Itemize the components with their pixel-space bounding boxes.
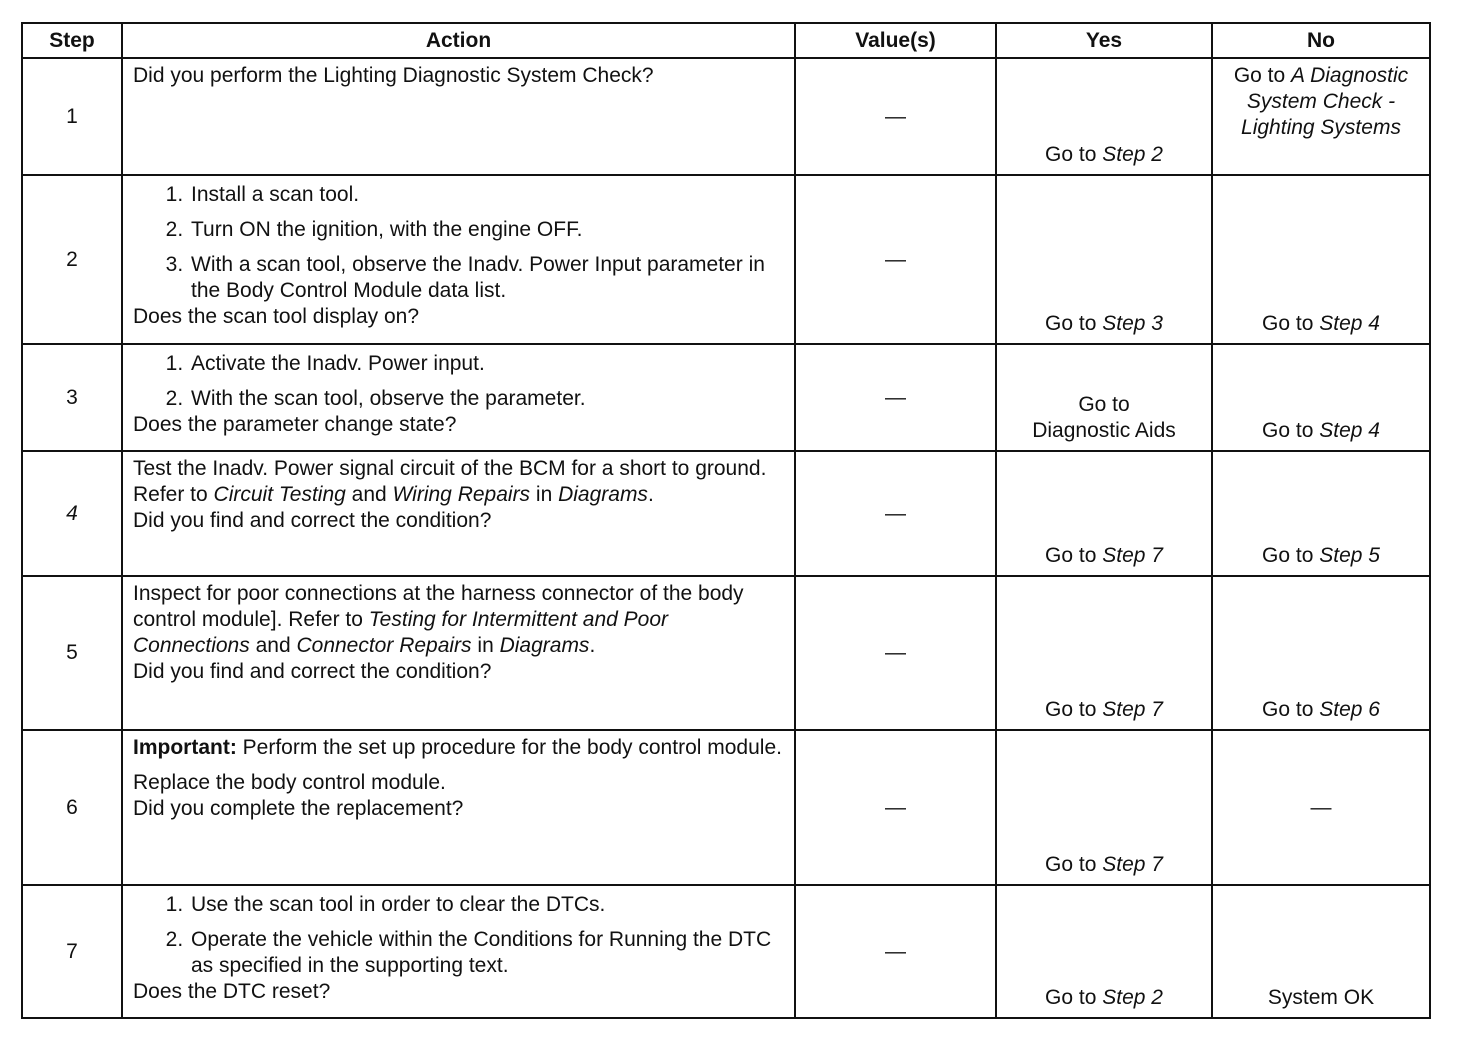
step-number: 2: [22, 175, 122, 344]
action-cell: [122, 344, 795, 451]
step-number: 5: [22, 576, 122, 730]
list-item: 2. Operate the vehicle within the Conditions for Running the DTC as specified in the supporting text.: [189, 927, 786, 979]
action-text: Replace the body control module.: [133, 771, 446, 794]
list-item: 1. Install a scan tool.: [189, 182, 786, 208]
header-step: Step: [22, 23, 122, 58]
yes-prefix: Go to: [1045, 986, 1103, 1009]
no-cell: —: [1212, 730, 1430, 885]
reference-link[interactable]: Wiring Repairs: [392, 483, 531, 506]
text-run: .: [589, 634, 596, 657]
value-cell: —: [795, 175, 996, 344]
action-question: Does the scan tool display on?: [133, 305, 420, 328]
step-number: 3: [22, 344, 122, 451]
action-question: Did you complete the replacement?: [133, 797, 464, 820]
yes-link[interactable]: Diagnostic Aids: [1032, 419, 1176, 442]
reference-link[interactable]: Circuit Testing: [213, 483, 346, 506]
step-number: 1: [22, 58, 122, 175]
action-text: [133, 456, 786, 508]
table-row: [22, 175, 1430, 344]
action-cell: [122, 451, 795, 576]
action-list: [133, 182, 786, 304]
no-link[interactable]: Step 6: [1319, 698, 1380, 721]
action-question: Did you find and correct the condition?: [133, 660, 492, 683]
step-number: [22, 451, 122, 576]
text-run: .: [647, 483, 654, 506]
list-item: 2. With the scan tool, observe the parameter.: [189, 386, 786, 412]
header-action: Action: [122, 23, 795, 58]
step-number-text: 4: [66, 501, 78, 525]
yes-link[interactable]: Step 7: [1102, 698, 1163, 721]
table-row: [22, 58, 1430, 175]
text-run: in: [530, 483, 559, 506]
reference-link[interactable]: Diagrams: [558, 483, 648, 506]
table-row: [22, 885, 1430, 1018]
action-cell: [122, 730, 795, 885]
value-cell: —: [795, 730, 996, 885]
yes-prefix: Go to: [1045, 143, 1103, 166]
table-row: [22, 344, 1430, 451]
action-list: [133, 351, 786, 412]
step-number: 7: [22, 885, 122, 1018]
value-cell: —: [795, 344, 996, 451]
action-text: Did you perform the Lighting Diagnostic System Check?: [133, 64, 654, 87]
action-question: Did you find and correct the condition?: [133, 509, 492, 532]
yes-cell: [996, 58, 1212, 175]
yes-link[interactable]: Step 2: [1102, 986, 1163, 1009]
yes-cell: [996, 451, 1212, 576]
value-cell: —: [795, 451, 996, 576]
action-cell: [122, 885, 795, 1018]
yes-prefix: Go to: [1045, 544, 1103, 567]
no-prefix: Go to: [1262, 419, 1320, 442]
action-text: [133, 581, 786, 659]
header-no: No: [1212, 23, 1430, 58]
no-prefix: Go to: [1262, 312, 1320, 335]
value-cell: —: [795, 885, 996, 1018]
no-link[interactable]: Step 5: [1319, 544, 1380, 567]
yes-cell: [996, 175, 1212, 344]
no-prefix: Go to: [1262, 544, 1320, 567]
yes-cell: [996, 576, 1212, 730]
header-row: [22, 23, 1430, 58]
yes-link[interactable]: Step 3: [1102, 312, 1163, 335]
diagnostic-table: [21, 22, 1431, 1019]
step-number: 6: [22, 730, 122, 885]
yes-link[interactable]: Step 7: [1102, 853, 1163, 876]
no-prefix: Go to: [1233, 64, 1292, 87]
reference-link[interactable]: Diagrams: [499, 634, 590, 657]
important-label: Important:: [133, 736, 237, 759]
no-cell: [1212, 344, 1430, 451]
no-link[interactable]: A Diagnostic System Check - Lighting Systems: [1241, 64, 1409, 139]
header-values: Value(s): [795, 23, 996, 58]
yes-cell: [996, 885, 1212, 1018]
no-cell: [1212, 58, 1430, 175]
list-item: 2. Turn ON the ignition, with the engine OFF.: [189, 217, 786, 243]
yes-line: Go to: [1078, 393, 1130, 416]
action-question: Does the parameter change state?: [133, 413, 457, 436]
table-row: [22, 451, 1430, 576]
action-question: Does the DTC reset?: [133, 980, 331, 1003]
yes-prefix: Go to: [1045, 698, 1103, 721]
value-cell: —: [795, 576, 996, 730]
important-text: Perform the set up procedure for the body control module.: [236, 736, 782, 759]
no-cell: [1212, 451, 1430, 576]
list-item: 3. With a scan tool, observe the Inadv. Power Input parameter in the Body Control Module data list.: [189, 252, 786, 304]
text-run: in: [471, 634, 500, 657]
table-row: [22, 730, 1430, 885]
text-run: and: [345, 483, 393, 506]
no-link[interactable]: Step 4: [1319, 419, 1380, 442]
action-cell: [122, 175, 795, 344]
yes-link[interactable]: Step 7: [1102, 544, 1163, 567]
yes-prefix: Go to: [1045, 312, 1103, 335]
reference-link[interactable]: Testing for Intermittent and Poor Connections: [133, 608, 669, 657]
action-list: [133, 892, 786, 979]
text-run: Test the Inadv. Power signal circuit of the BCM for a short to ground. Refer to: [133, 457, 767, 506]
action-cell: [122, 576, 795, 730]
yes-prefix: Go to: [1045, 853, 1103, 876]
reference-link[interactable]: Connector Repairs: [296, 634, 472, 657]
no-link[interactable]: Step 4: [1319, 312, 1380, 335]
list-item: 1. Use the scan tool in order to clear the DTCs.: [189, 892, 786, 918]
yes-cell: [996, 730, 1212, 885]
no-cell: [1212, 175, 1430, 344]
table-row: [22, 576, 1430, 730]
value-cell: —: [795, 58, 996, 175]
text-run: Inspect for poor connections at the harness connector of the body control module]. Refer to: [133, 582, 744, 631]
text-run: and: [249, 634, 297, 657]
important-note: [133, 735, 786, 761]
action-cell: [122, 58, 795, 175]
no-prefix: Go to: [1262, 698, 1320, 721]
no-cell: [1212, 576, 1430, 730]
yes-cell: [996, 344, 1212, 451]
no-cell: System OK: [1212, 885, 1430, 1018]
yes-link[interactable]: Step 2: [1102, 143, 1163, 166]
list-item: 1. Activate the Inadv. Power input.: [189, 351, 786, 377]
header-yes: Yes: [996, 23, 1212, 58]
